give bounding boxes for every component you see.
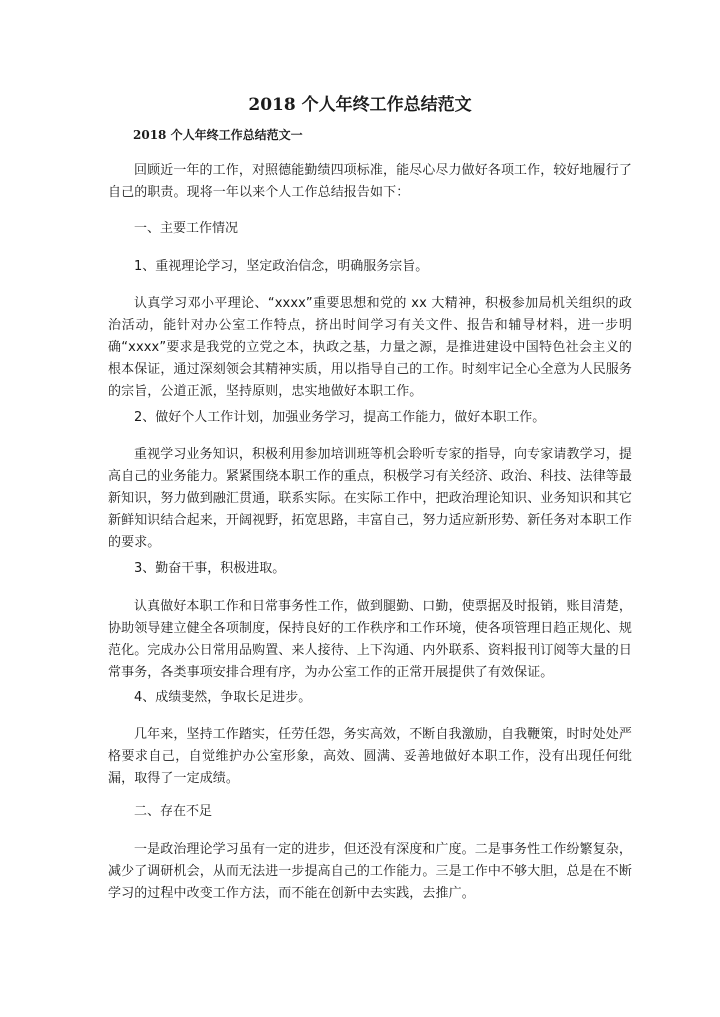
item-body-4: 几年来，坚持工作踏实，任劳任怨，务实高效，不断自我激励，自我鞭策，时时处处严格要求自己，自觉维护办公室形象，高效、圆满、妥善地做好本职工作，没有出现任何纰漏，取得了一定成绩。 (108, 727, 632, 786)
section-heading-shortcomings: 二、存在不足 (134, 804, 213, 819)
item-heading-3: 3、勤奋干事，积极进取。 (134, 561, 286, 576)
intro-paragraph: 回顾近一年的工作，对照德能勤绩四项标准，能尽心尽力做好各项工作，较好地履行了自己的职责。现将一年以来个人工作总结报告如下： (108, 163, 632, 200)
item-body-1: 认真学习邓小平理论、“xxxx”重要思想和党的 xx 大精神，积极参加局机关组织的政治活动，能针对办公室工作特点，挤出时间学习有关文件、报告和辅导材料，进一步明确“xxxx”要求是我党的立党之本，执政之基，力量之源，是推进建设中国特色社会主义的根本保证，通过深刻领会其精神实质，用以指导自己的工作。时刻牢记全心全意为人民服务的宗旨，公道正派，坚持原则，忠实地做好本职工作。 (108, 296, 633, 399)
document-subtitle: 2018 个人年终工作总结范文一 (133, 128, 303, 142)
section-body-shortcomings: 一是政治理论学习虽有一定的进步，但还没有深度和广度。二是事务性工作纷繁复杂，减少了调研机会，从而无法进一步提高自己的工作能力。三是工作中不够大胆，总是在不断学习的过程中改变工作方法，而不能在创新中去实践，去推广。 (108, 842, 633, 901)
item-body-3: 认真做好本职工作和日常事务性工作，做到腿勤、口勤，使票据及时报销，账目清楚，协助领导建立健全各项制度，保持良好的工作秩序和工作环境，使各项管理日趋正规化、规范化。完成办公日常用品购置、来人接待、上下沟通、内外联系、资料报刊订阅等大量的日常事务，各类事项安排合理有序，为办公室工作的正常开展提供了有效保证。 (108, 599, 633, 680)
section-heading-main-work: 一、主要工作情况 (134, 221, 239, 236)
item-heading-4: 4、成绩斐然，争取长足进步。 (134, 690, 312, 705)
item-body-2: 重视学习业务知识，积极利用参加培训班等机会聆听专家的指导，向专家请教学习，提高自己的业务能力。紧紧围绕本职工作的重点，积极学习有关经济、政治、科技、法律等最新知识，努力做到融汇贯通，联系实际。在实际工作中，把政治理论知识、业务知识和其它新鲜知识结合起来，开阔视野，拓宽思路，丰富自己，努力适应新形势、新任务对本职工作的要求。 (108, 447, 633, 550)
document-title: 2018 个人年终工作总结范文 (248, 95, 472, 115)
item-heading-2: 2、做好个人工作计划，加强业务学习，提高工作能力，做好本职工作。 (134, 410, 546, 425)
item-heading-1: 1、重视理论学习，坚定政治信念，明确服务宗旨。 (134, 259, 429, 274)
